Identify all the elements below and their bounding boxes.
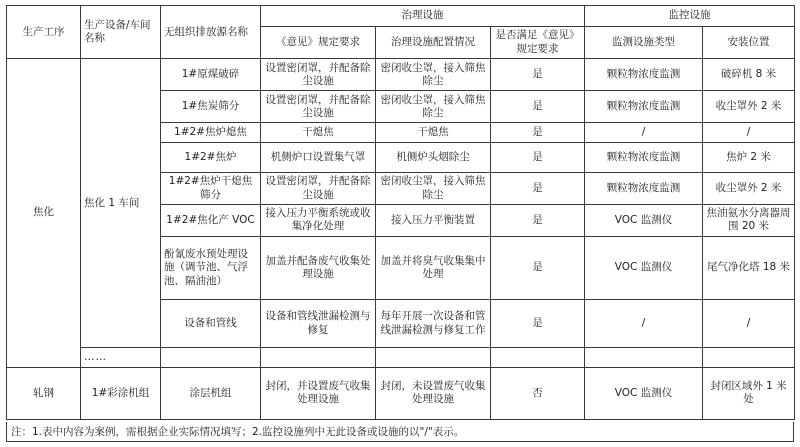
cell-equipment: 焦化 1 车间 — [81, 59, 161, 348]
cell-empty — [491, 348, 585, 368]
header-monitor-type: 监测设施类型 — [585, 26, 703, 59]
cell-requirement: 干熄焦 — [261, 123, 376, 143]
cell-meets: 是 — [491, 236, 585, 299]
cell-install: 破碎机 8 米 — [703, 59, 795, 91]
cell-monitor-type: / — [585, 123, 703, 143]
header-requirement: 《意见》规定要求 — [261, 26, 376, 59]
cell-source: 1#原煤破碎 — [161, 59, 261, 91]
cell-source: 设备和管线 — [161, 300, 261, 348]
cell-install: 尾气净化塔 18 米 — [703, 236, 795, 299]
cell-install: 焦炉 2 米 — [703, 142, 795, 173]
cell-empty — [161, 348, 261, 368]
cell-source: 涂层机组 — [161, 367, 261, 419]
cell-empty — [703, 348, 795, 368]
cell-monitor-type: 颗粒物浓度监测 — [585, 59, 703, 91]
table-note: 注：1.表中内容为案例，需根据企业实际情况填写；2.监控设施列中无此设备或设施的以"/"表示。 — [6, 422, 794, 442]
header-meets: 是否满足《意见》规定要求 — [491, 26, 585, 59]
cell-requirement: 封闭，并设置废气收集处理设施 — [261, 367, 376, 419]
cell-ellipsis: …… — [81, 348, 161, 368]
cell-requirement: 机侧炉口设置集气罩 — [261, 142, 376, 173]
header-equipment: 生产设备/车间名称 — [81, 6, 161, 59]
cell-install: / — [703, 300, 795, 348]
cell-config: 加盖并将臭气收集集中处理 — [376, 236, 491, 299]
cell-process: 轧钢 — [7, 367, 81, 419]
cell-install: 封闭区域外 1 米处 — [703, 367, 795, 419]
cell-install: 收尘罩外 2 米 — [703, 91, 795, 123]
table-row — [7, 59, 795, 91]
cell-source: 酚氰废水预处理设施（调节池、气浮池、隔油池） — [161, 236, 261, 299]
cell-empty — [261, 348, 376, 368]
cell-source: 1#2#焦炉 — [161, 142, 261, 173]
cell-config: 干熄焦 — [376, 123, 491, 143]
cell-monitor-type: VOC 监测仪 — [585, 367, 703, 419]
cell-empty — [585, 348, 703, 368]
emission-table — [6, 5, 795, 420]
cell-equipment: 1#彩涂机组 — [81, 367, 161, 419]
cell-install: / — [703, 123, 795, 143]
cell-config: 密闭收尘罩，接入筛焦除尘 — [376, 59, 491, 91]
cell-requirement: 设置密闭罩，并配备除尘设施 — [261, 59, 376, 91]
cell-monitor-type: VOC 监测仪 — [585, 236, 703, 299]
table-row — [7, 348, 795, 368]
cell-source: 1#焦炭筛分 — [161, 91, 261, 123]
cell-requirement: 加盖并配备废气收集处理设施 — [261, 236, 376, 299]
cell-meets: 是 — [491, 59, 585, 91]
header-source: 无组织排放源名称 — [161, 6, 261, 59]
header-governance: 治理设施 — [261, 6, 585, 27]
cell-source: 1#2#焦炉熄焦 — [161, 123, 261, 143]
cell-config: 密闭收尘罩，接入筛焦除尘 — [376, 173, 491, 205]
cell-process: 焦化 — [7, 59, 81, 367]
cell-config: 封闭，未设置废气收集处理设施 — [376, 367, 491, 419]
cell-empty — [376, 348, 491, 368]
cell-config: 每年开展一次设备和管线泄漏检测与修复工作 — [376, 300, 491, 348]
cell-meets: 是 — [491, 173, 585, 205]
cell-config: 接入压力平衡装置 — [376, 205, 491, 237]
cell-monitor-type: VOC 监测仪 — [585, 205, 703, 237]
cell-install: 焦油氨水分离器周围 20 米 — [703, 205, 795, 237]
cell-requirement: 设置密闭罩，并配备除尘设施 — [261, 91, 376, 123]
cell-requirement: 设置密闭罩，并配备除尘设施 — [261, 173, 376, 205]
cell-config: 机侧炉头烟除尘 — [376, 142, 491, 173]
cell-meets: 是 — [491, 205, 585, 237]
cell-requirement: 接入压力平衡系统或收集净化处理 — [261, 205, 376, 237]
cell-monitor-type: 颗粒物浓度监测 — [585, 142, 703, 173]
header-install: 安装位置 — [703, 26, 795, 59]
cell-meets: 否 — [491, 367, 585, 419]
header-config: 治理设施配置情况 — [376, 26, 491, 59]
header-process: 生产工序 — [7, 6, 81, 59]
cell-monitor-type: 颗粒物浓度监测 — [585, 173, 703, 205]
cell-requirement: 设备和管线泄漏检测与修复 — [261, 300, 376, 348]
cell-meets: 是 — [491, 300, 585, 348]
cell-config: 密闭收尘罩，接入筛焦除尘 — [376, 91, 491, 123]
cell-monitor-type: / — [585, 300, 703, 348]
cell-meets: 是 — [491, 142, 585, 173]
header-monitor: 监控设施 — [585, 6, 795, 27]
cell-meets: 是 — [491, 123, 585, 143]
cell-monitor-type: 颗粒物浓度监测 — [585, 91, 703, 123]
cell-source: 1#2#焦化产 VOC — [161, 205, 261, 237]
cell-source: 1#2#焦炉干熄焦筛分 — [161, 173, 261, 205]
cell-meets: 是 — [491, 91, 585, 123]
cell-install: 收尘罩外 2 米 — [703, 173, 795, 205]
table-row — [7, 367, 795, 419]
